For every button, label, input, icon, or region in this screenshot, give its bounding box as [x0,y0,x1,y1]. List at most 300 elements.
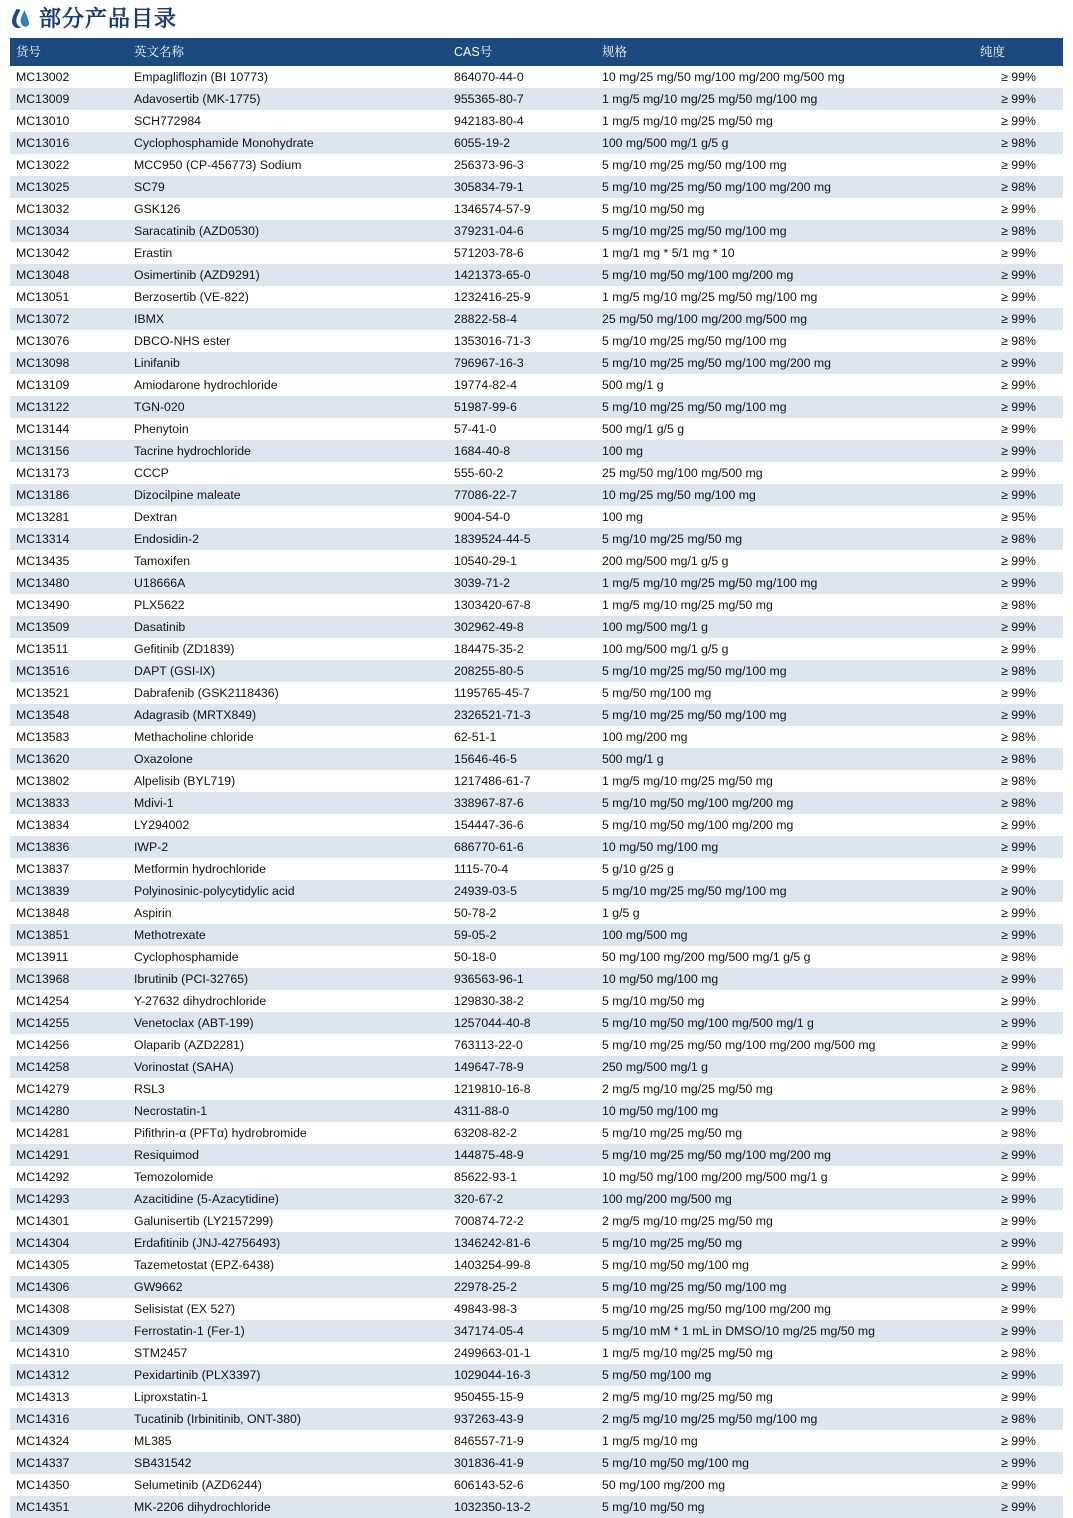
table-row [10,1188,1063,1210]
cell-specification: 5 mg/10 mg/25 mg/50 mg [596,1232,974,1254]
table-row [10,484,1063,506]
cell-purity: ≥ 99% [974,572,1063,594]
table-row [10,1122,1063,1144]
cell-product-code: MC13839 [10,880,128,902]
cell-cas-number: 24939-03-5 [448,880,596,902]
cell-product-name: Dizocilpine maleate [128,484,448,506]
cell-specification: 1 g/5 g [596,902,974,924]
table-row [10,264,1063,286]
cell-product-code: MC14258 [10,1056,128,1078]
cell-specification: 100 mg [596,440,974,462]
cell-product-code: MC13009 [10,88,128,110]
table-row [10,638,1063,660]
cell-purity: ≥ 95% [974,506,1063,528]
product-catalog-table [10,38,1063,1518]
cell-purity: ≥ 98% [974,330,1063,352]
cell-cas-number: 796967-16-3 [448,352,596,374]
table-row [10,572,1063,594]
cell-cas-number: 1029044-16-3 [448,1364,596,1386]
cell-purity: ≥ 99% [974,902,1063,924]
cell-cas-number: 305834-79-1 [448,176,596,198]
cell-specification: 5 mg/10 mg/25 mg/50 mg [596,528,974,550]
cell-specification: 500 mg/1 g [596,374,974,396]
cell-specification: 100 mg/500 mg/1 g [596,616,974,638]
cell-cas-number: 1217486-61-7 [448,770,596,792]
cell-product-name: Methotrexate [128,924,448,946]
cell-cas-number: 77086-22-7 [448,484,596,506]
cell-specification: 5 mg/10 mg/25 mg/50 mg/100 mg [596,1276,974,1298]
cell-specification: 5 mg/10 mg/25 mg/50 mg/100 mg/200 mg [596,1144,974,1166]
cell-product-name: Pexidartinib (PLX3397) [128,1364,448,1386]
cell-product-name: Temozolomide [128,1166,448,1188]
cell-product-code: MC14337 [10,1452,128,1474]
cell-purity: ≥ 99% [974,198,1063,220]
cell-specification: 5 mg/10 mg/25 mg/50 mg/100 mg/200 mg [596,352,974,374]
cell-product-code: MC14305 [10,1254,128,1276]
cell-product-name: SC79 [128,176,448,198]
cell-product-code: MC14316 [10,1408,128,1430]
cell-product-name: Cyclophosphamide [128,946,448,968]
cell-product-code: MC14351 [10,1496,128,1518]
cell-product-name: PLX5622 [128,594,448,616]
cell-specification: 1 mg/5 mg/10 mg/25 mg/50 mg/100 mg [596,88,974,110]
cell-purity: ≥ 99% [974,1276,1063,1298]
cell-specification: 5 mg/10 mg/50 mg/100 mg [596,1254,974,1276]
cell-product-name: Methacholine chloride [128,726,448,748]
cell-product-name: Galunisertib (LY2157299) [128,1210,448,1232]
cell-specification: 500 mg/1 g/5 g [596,418,974,440]
cell-product-name: Aspirin [128,902,448,924]
cell-specification: 500 mg/1 g [596,748,974,770]
cell-product-name: Selisistat (EX 527) [128,1298,448,1320]
cell-product-code: MC13022 [10,154,128,176]
cell-product-name: Erastin [128,242,448,264]
cell-cas-number: 1403254-99-8 [448,1254,596,1276]
table-row [10,1144,1063,1166]
table-row [10,704,1063,726]
cell-product-code: MC13516 [10,660,128,682]
cell-product-code: MC13042 [10,242,128,264]
cell-product-name: Azacitidine (5-Azacytidine) [128,1188,448,1210]
cell-specification: 100 mg/500 mg/1 g/5 g [596,638,974,660]
cell-product-code: MC13173 [10,462,128,484]
cell-specification: 50 mg/100 mg/200 mg/500 mg/1 g/5 g [596,946,974,968]
cell-cas-number: 1257044-40-8 [448,1012,596,1034]
cell-cas-number: 606143-52-6 [448,1474,596,1496]
cell-product-code: MC13048 [10,264,128,286]
cell-product-code: MC14256 [10,1034,128,1056]
cell-specification: 1 mg/5 mg/10 mg/25 mg/50 mg [596,1342,974,1364]
table-row [10,1056,1063,1078]
cell-cas-number: 50-18-0 [448,946,596,968]
table-row [10,1298,1063,1320]
cell-specification: 5 mg/10 mg/50 mg [596,1496,974,1518]
cell-product-code: MC14255 [10,1012,128,1034]
table-row [10,770,1063,792]
cell-specification: 100 mg/200 mg/500 mg [596,1188,974,1210]
cell-cas-number: 1839524-44-5 [448,528,596,550]
cell-product-code: MC13122 [10,396,128,418]
cell-specification: 25 mg/50 mg/100 mg/200 mg/500 mg [596,308,974,330]
cell-specification: 100 mg/500 mg [596,924,974,946]
cell-specification: 5 mg/10 mg/25 mg/50 mg/100 mg [596,880,974,902]
cell-purity: ≥ 99% [974,352,1063,374]
table-row [10,924,1063,946]
cell-product-code: MC14310 [10,1342,128,1364]
cell-product-name: Mdivi-1 [128,792,448,814]
cell-cas-number: 700874-72-2 [448,1210,596,1232]
cell-product-name: Tazemetostat (EPZ-6438) [128,1254,448,1276]
cell-product-code: MC13002 [10,66,128,88]
table-row [10,154,1063,176]
cell-cas-number: 49843-98-3 [448,1298,596,1320]
cell-product-code: MC13851 [10,924,128,946]
table-row [10,990,1063,1012]
cell-specification: 5 mg/10 mM * 1 mL in DMSO/10 mg/25 mg/50 mg [596,1320,974,1342]
cell-cas-number: 59-05-2 [448,924,596,946]
cell-purity: ≥ 98% [974,528,1063,550]
cell-cas-number: 950455-15-9 [448,1386,596,1408]
cell-purity: ≥ 99% [974,1166,1063,1188]
cell-product-name: Dasatinib [128,616,448,638]
cell-purity: ≥ 98% [974,176,1063,198]
cell-purity: ≥ 99% [974,308,1063,330]
cell-product-name: DBCO-NHS ester [128,330,448,352]
cell-product-name: SB431542 [128,1452,448,1474]
cell-purity: ≥ 98% [974,1342,1063,1364]
cell-product-code: MC13833 [10,792,128,814]
table-row [10,374,1063,396]
cell-purity: ≥ 98% [974,1122,1063,1144]
cell-specification: 2 mg/5 mg/10 mg/25 mg/50 mg [596,1386,974,1408]
cell-specification: 5 mg/10 mg/25 mg/50 mg/100 mg/200 mg [596,176,974,198]
cell-specification: 5 g/10 g/25 g [596,858,974,880]
cell-purity: ≥ 99% [974,990,1063,1012]
cell-product-code: MC14291 [10,1144,128,1166]
cell-specification: 100 mg [596,506,974,528]
cell-purity: ≥ 98% [974,1408,1063,1430]
cell-cas-number: 9004-54-0 [448,506,596,528]
cell-product-code: MC14350 [10,1474,128,1496]
cell-purity: ≥ 98% [974,1078,1063,1100]
table-row [10,110,1063,132]
cell-product-code: MC13032 [10,198,128,220]
page-title-row [0,0,1073,38]
cell-product-name: STM2457 [128,1342,448,1364]
cell-purity: ≥ 99% [974,550,1063,572]
cell-product-name: Y-27632 dihydrochloride [128,990,448,1012]
table-row [10,748,1063,770]
table-row [10,792,1063,814]
cell-product-name: Tacrine hydrochloride [128,440,448,462]
cell-product-code: MC13016 [10,132,128,154]
cell-product-name: Polyinosinic-polycytidylic acid [128,880,448,902]
cell-specification: 1 mg/5 mg/10 mg [596,1430,974,1452]
cell-cas-number: 864070-44-0 [448,66,596,88]
cell-specification: 1 mg/5 mg/10 mg/25 mg/50 mg [596,594,974,616]
cell-cas-number: 184475-35-2 [448,638,596,660]
cell-product-name: Ferrostatin-1 (Fer-1) [128,1320,448,1342]
cell-cas-number: 571203-78-6 [448,242,596,264]
cell-product-name: Oxazolone [128,748,448,770]
cell-specification: 5 mg/10 mg/25 mg/50 mg/100 mg [596,330,974,352]
table-row [10,1254,1063,1276]
cell-specification: 5 mg/10 mg/25 mg/50 mg/100 mg [596,660,974,682]
cell-cas-number: 62-51-1 [448,726,596,748]
cell-cas-number: 10540-29-1 [448,550,596,572]
cell-cas-number: 1421373-65-0 [448,264,596,286]
cell-product-code: MC14304 [10,1232,128,1254]
cell-product-name: Resiquimod [128,1144,448,1166]
cell-cas-number: 763113-22-0 [448,1034,596,1056]
table-row [10,616,1063,638]
cell-cas-number: 1684-40-8 [448,440,596,462]
table-body [10,66,1063,1518]
cell-product-code: MC13911 [10,946,128,968]
cell-purity: ≥ 99% [974,814,1063,836]
cell-product-name: Amiodarone hydrochloride [128,374,448,396]
water-drop-icon [10,7,30,31]
cell-purity: ≥ 99% [974,88,1063,110]
cell-product-code: MC13109 [10,374,128,396]
cell-cas-number: 379231-04-6 [448,220,596,242]
cell-purity: ≥ 99% [974,1496,1063,1518]
cell-product-name: ML385 [128,1430,448,1452]
cell-product-name: Metformin hydrochloride [128,858,448,880]
cell-product-code: MC13848 [10,902,128,924]
cell-cas-number: 1353016-71-3 [448,330,596,352]
table-row [10,176,1063,198]
cell-product-name: RSL3 [128,1078,448,1100]
cell-specification: 5 mg/10 mg/50 mg/100 mg [596,1452,974,1474]
table-row [10,902,1063,924]
cell-specification: 5 mg/10 mg/25 mg/50 mg [596,1122,974,1144]
table-row [10,968,1063,990]
cell-product-code: MC13968 [10,968,128,990]
table-row [10,88,1063,110]
table-row [10,946,1063,968]
cell-purity: ≥ 98% [974,660,1063,682]
cell-purity: ≥ 98% [974,726,1063,748]
cell-purity: ≥ 99% [974,1100,1063,1122]
cell-purity: ≥ 99% [974,1386,1063,1408]
cell-product-name: Empagliflozin (BI 10773) [128,66,448,88]
cell-purity: ≥ 98% [974,946,1063,968]
cell-specification: 100 mg/500 mg/1 g/5 g [596,132,974,154]
table-row [10,1386,1063,1408]
cell-purity: ≥ 99% [974,704,1063,726]
cell-product-name: Alpelisib (BYL719) [128,770,448,792]
cell-cas-number: 1219810-16-8 [448,1078,596,1100]
cell-product-code: MC14280 [10,1100,128,1122]
cell-product-code: MC14306 [10,1276,128,1298]
cell-product-name: Cyclophosphamide Monohydrate [128,132,448,154]
cell-cas-number: 1346242-81-6 [448,1232,596,1254]
cell-product-code: MC14279 [10,1078,128,1100]
table-row [10,1034,1063,1056]
cell-product-code: MC13034 [10,220,128,242]
cell-specification: 10 mg/50 mg/100 mg [596,1100,974,1122]
cell-cas-number: 2326521-71-3 [448,704,596,726]
cell-product-name: Liproxstatin-1 [128,1386,448,1408]
cell-product-code: MC14281 [10,1122,128,1144]
table-row [10,440,1063,462]
cell-cas-number: 50-78-2 [448,902,596,924]
cell-specification: 2 mg/5 mg/10 mg/25 mg/50 mg/100 mg [596,1408,974,1430]
cell-cas-number: 57-41-0 [448,418,596,440]
cell-specification: 5 mg/10 mg/25 mg/50 mg/100 mg/200 mg [596,1298,974,1320]
cell-product-name: DAPT (GSI-IX) [128,660,448,682]
cell-purity: ≥ 99% [974,836,1063,858]
cell-cas-number: 1195765-45-7 [448,682,596,704]
cell-specification: 2 mg/5 mg/10 mg/25 mg/50 mg [596,1078,974,1100]
cell-specification: 50 mg/100 mg/200 mg [596,1474,974,1496]
table-row [10,1342,1063,1364]
cell-specification: 5 mg/10 mg/50 mg/100 mg/200 mg [596,814,974,836]
cell-product-code: MC13025 [10,176,128,198]
cell-product-name: IWP-2 [128,836,448,858]
cell-product-code: MC14324 [10,1430,128,1452]
cell-specification: 5 mg/10 mg/50 mg/100 mg/500 mg/1 g [596,1012,974,1034]
table-row [10,550,1063,572]
cell-purity: ≥ 98% [974,220,1063,242]
cell-cas-number: 22978-25-2 [448,1276,596,1298]
cell-product-name: Osimertinib (AZD9291) [128,264,448,286]
table-row [10,1408,1063,1430]
cell-product-name: Necrostatin-1 [128,1100,448,1122]
page-title: 部分产品目录 [39,6,178,31]
cell-product-code: MC14254 [10,990,128,1012]
cell-purity: ≥ 99% [974,110,1063,132]
cell-specification: 250 mg/500 mg/1 g [596,1056,974,1078]
table-row [10,682,1063,704]
cell-specification: 5 mg/10 mg/50 mg/100 mg/200 mg [596,264,974,286]
cell-specification: 5 mg/10 mg/25 mg/50 mg/100 mg [596,154,974,176]
cell-cas-number: 144875-48-9 [448,1144,596,1166]
cell-purity: ≥ 99% [974,682,1063,704]
table-row [10,330,1063,352]
cell-product-code: MC13837 [10,858,128,880]
cell-purity: ≥ 99% [974,286,1063,308]
cell-purity: ≥ 99% [974,462,1063,484]
cell-product-name: Endosidin-2 [128,528,448,550]
cell-cas-number: 51987-99-6 [448,396,596,418]
cell-product-code: MC13509 [10,616,128,638]
table-row [10,220,1063,242]
cell-product-code: MC13583 [10,726,128,748]
table-row [10,242,1063,264]
cell-product-code: MC13834 [10,814,128,836]
table-row [10,396,1063,418]
cell-product-code: MC14293 [10,1188,128,1210]
table-row [10,814,1063,836]
cell-product-code: MC13051 [10,286,128,308]
cell-product-name: Ibrutinib (PCI-32765) [128,968,448,990]
cell-cas-number: 6055-19-2 [448,132,596,154]
cell-purity: ≥ 99% [974,1188,1063,1210]
table-header-row [10,38,1063,66]
table-row [10,1496,1063,1518]
cell-purity: ≥ 99% [974,1056,1063,1078]
table-row [10,1166,1063,1188]
cell-purity: ≥ 99% [974,1144,1063,1166]
cell-product-name: Adavosertib (MK-1775) [128,88,448,110]
cell-purity: ≥ 99% [974,484,1063,506]
cell-product-code: MC13281 [10,506,128,528]
cell-cas-number: 1115-70-4 [448,858,596,880]
cell-specification: 200 mg/500 mg/1 g/5 g [596,550,974,572]
cell-specification: 2 mg/5 mg/10 mg/25 mg/50 mg [596,1210,974,1232]
cell-cas-number: 846557-71-9 [448,1430,596,1452]
cell-purity: ≥ 99% [974,396,1063,418]
cell-purity: ≥ 99% [974,1320,1063,1342]
cell-product-name: Saracatinib (AZD0530) [128,220,448,242]
cell-product-code: MC13010 [10,110,128,132]
cell-product-name: SCH772984 [128,110,448,132]
column-header-cas: CAS号 [448,38,596,66]
cell-purity: ≥ 99% [974,440,1063,462]
table-row [10,66,1063,88]
cell-product-name: MK-2206 dihydrochloride [128,1496,448,1518]
cell-purity: ≥ 99% [974,1298,1063,1320]
cell-product-name: Pifithrin-α (PFTα) hydrobromide [128,1122,448,1144]
column-header-purity: 纯度 [974,38,1063,66]
cell-product-code: MC14309 [10,1320,128,1342]
cell-product-code: MC13098 [10,352,128,374]
cell-product-code: MC14301 [10,1210,128,1232]
cell-cas-number: 149647-78-9 [448,1056,596,1078]
table-row [10,198,1063,220]
cell-cas-number: 1303420-67-8 [448,594,596,616]
cell-product-name: Vorinostat (SAHA) [128,1056,448,1078]
cell-purity: ≥ 99% [974,418,1063,440]
cell-specification: 5 mg/50 mg/100 mg [596,1364,974,1386]
cell-specification: 1 mg/5 mg/10 mg/25 mg/50 mg/100 mg [596,572,974,594]
cell-cas-number: 19774-82-4 [448,374,596,396]
cell-product-code: MC13186 [10,484,128,506]
cell-product-code: MC13072 [10,308,128,330]
cell-purity: ≥ 99% [974,616,1063,638]
cell-product-code: MC13802 [10,770,128,792]
cell-product-name: Berzosertib (VE-822) [128,286,448,308]
cell-product-code: MC13548 [10,704,128,726]
column-header-code: 货号 [10,38,128,66]
cell-purity: ≥ 99% [974,66,1063,88]
cell-cas-number: 686770-61-6 [448,836,596,858]
cell-cas-number: 955365-80-7 [448,88,596,110]
cell-cas-number: 4311-88-0 [448,1100,596,1122]
cell-purity: ≥ 98% [974,748,1063,770]
cell-purity: ≥ 98% [974,770,1063,792]
cell-purity: ≥ 99% [974,1254,1063,1276]
cell-purity: ≥ 99% [974,924,1063,946]
cell-product-code: MC13620 [10,748,128,770]
cell-specification: 5 mg/10 mg/50 mg/100 mg/200 mg [596,792,974,814]
cell-product-name: Gefitinib (ZD1839) [128,638,448,660]
cell-product-code: MC14312 [10,1364,128,1386]
cell-specification: 10 mg/50 mg/100 mg [596,836,974,858]
cell-product-name: TGN-020 [128,396,448,418]
table-row [10,308,1063,330]
table-row [10,528,1063,550]
cell-product-code: MC14308 [10,1298,128,1320]
cell-cas-number: 302962-49-8 [448,616,596,638]
table-row [10,1276,1063,1298]
cell-product-name: GSK126 [128,198,448,220]
cell-product-name: Venetoclax (ABT-199) [128,1012,448,1034]
table-row [10,132,1063,154]
cell-product-name: MCC950 (CP-456773) Sodium [128,154,448,176]
